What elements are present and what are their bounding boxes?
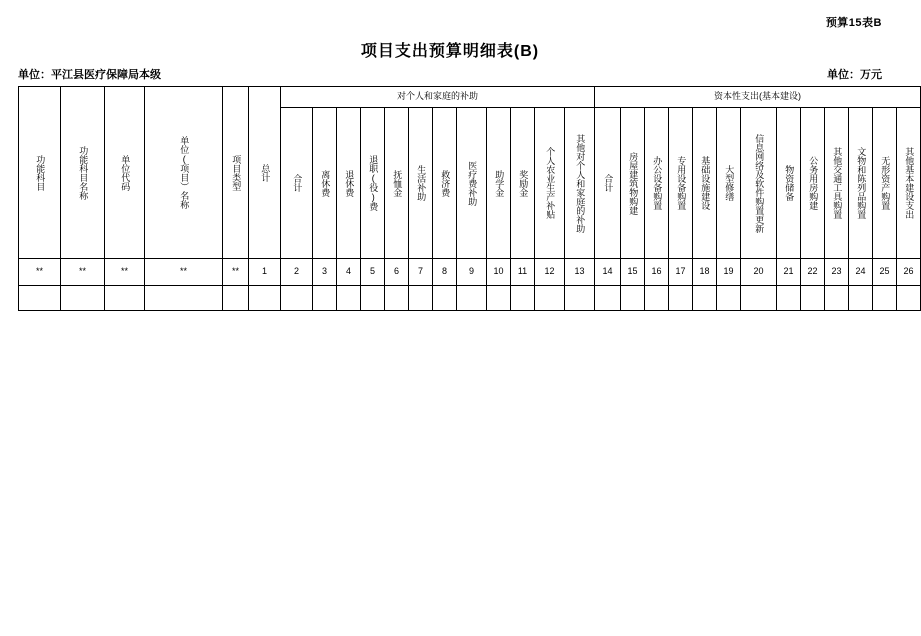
col-header-cap-gongwu-yongfang-goujian: 公务用房购建 (801, 108, 825, 259)
cell: ** (105, 259, 145, 286)
col-header-pf-yiliaofeibuzhu: 医疗费补助 (457, 108, 487, 259)
meta-row (18, 66, 882, 82)
col-header-pf-fuxujin: 抚恤金 (385, 108, 409, 259)
cell (717, 286, 741, 311)
group-header-personal-family: 对个人和家庭的补助 (281, 87, 595, 108)
cell (535, 286, 565, 311)
cell: 26 (897, 259, 921, 286)
cell (249, 286, 281, 311)
col-header-pf-tuixiufei: 退休费 (337, 108, 361, 259)
cell (777, 286, 801, 311)
cell (825, 286, 849, 311)
cell: 16 (645, 259, 669, 286)
cell (645, 286, 669, 311)
col-header-gongneng-keimu-mingcheng: 功能科目名称 (61, 87, 105, 259)
cell (741, 286, 777, 311)
col-header-cap-jichu-sheshi-jianshe: 基础设施建设 (693, 108, 717, 259)
col-header-danwei-daima: 单位代码 (105, 87, 145, 259)
cell: 7 (409, 259, 433, 286)
col-header-cap-fangwujianzhuwu-goujian: 房屋建筑物购建 (621, 108, 645, 259)
cell (337, 286, 361, 311)
cell (385, 286, 409, 311)
col-header-pf-geren-nongye-shengchan-butie: 个人农业生产补贴 (535, 108, 565, 259)
cell (145, 286, 223, 311)
table-row (19, 259, 921, 286)
cell: 2 (281, 259, 313, 286)
cell (511, 286, 535, 311)
cell (565, 286, 595, 311)
cell: 4 (337, 259, 361, 286)
cell (595, 286, 621, 311)
cell: ** (19, 259, 61, 286)
cell (693, 286, 717, 311)
cell: 22 (801, 259, 825, 286)
col-header-cap-wuxing-zichan-gouzhi: 无形资产购置 (873, 108, 897, 259)
unit-info (18, 66, 161, 82)
col-header-cap-xinxi-wangluo-ji-ruanjian-gouzhi-gengxin: 信息网络及软件购置更新 (741, 108, 777, 259)
col-header-cap-zhuanyong-shebei-gouzhi: 专用设备购置 (669, 108, 693, 259)
cell (19, 286, 61, 311)
page-title: 项目支出预算明细表(B) (360, 43, 540, 60)
col-header-pf-shenghuobuzhu: 生活补助 (409, 108, 433, 259)
col-header-danwei-xiangmu-mingcheng: 单位(项目）名称 (145, 87, 223, 259)
cell (433, 286, 457, 311)
cell (409, 286, 433, 311)
cell (849, 286, 873, 311)
cell (621, 286, 645, 311)
cell (281, 286, 313, 311)
cell: ** (61, 259, 105, 286)
cell (105, 286, 145, 311)
cell: 18 (693, 259, 717, 286)
group-header-row (19, 87, 921, 108)
cell: 23 (825, 259, 849, 286)
cell (487, 286, 511, 311)
cell (873, 286, 897, 311)
cell: 17 (669, 259, 693, 286)
col-header-cap-qita-jiaotong-gongju-gouzhi: 其他交通工具购置 (825, 108, 849, 259)
col-header-pf-qita-duigeren-hejiating-buzhu: 其他对个人和家庭的补助 (565, 108, 595, 259)
cell: 11 (511, 259, 535, 286)
col-header-cap-wenwu-he-chenlie-pin-gouzhi: 文物和陈列品购置 (849, 108, 873, 259)
col-header-pf-jiangLijin: 奖励金 (511, 108, 535, 259)
cell: ** (223, 259, 249, 286)
cell (669, 286, 693, 311)
amount-unit-info (827, 66, 882, 82)
cell: 9 (457, 259, 487, 286)
table-row (19, 286, 921, 311)
col-header-cap-wuzi-chubei: 物资储备 (777, 108, 801, 259)
cell: 24 (849, 259, 873, 286)
cell: 1 (249, 259, 281, 286)
cell: ** (145, 259, 223, 286)
col-header-gongneng-keimu: 功能科目 (19, 87, 61, 259)
cell: 21 (777, 259, 801, 286)
cell: 12 (535, 259, 565, 286)
col-header-cap-bangong-shebei-gouzhi: 办公设备购置 (645, 108, 669, 259)
cell (801, 286, 825, 311)
col-header-pf-lixiufei: 离休费 (313, 108, 337, 259)
cell (361, 286, 385, 311)
cell: 6 (385, 259, 409, 286)
col-header-cap-daxing-xiushan: 大型修缮 (717, 108, 741, 259)
cell (61, 286, 105, 311)
cell (457, 286, 487, 311)
col-header-cap-heji: 合计 (595, 108, 621, 259)
budget-table (18, 86, 921, 311)
unit-value: 平江县医疗保障局本级 (51, 69, 161, 81)
col-header-cap-qita-jiben-jianshe-zhichu: 其他基本建设支出 (897, 108, 921, 259)
amount-unit-label: 单位： (827, 69, 860, 81)
cell: 25 (873, 259, 897, 286)
col-header-pf-jiujifei: 救济费 (433, 108, 457, 259)
cell (313, 286, 337, 311)
document-code: 预算15表B (825, 17, 882, 29)
col-header-pf-zhuxuejin: 助学金 (487, 108, 511, 259)
cell: 14 (595, 259, 621, 286)
cell (223, 286, 249, 311)
unit-label: 单位： (18, 69, 51, 81)
cell: 5 (361, 259, 385, 286)
col-header-xiangmu-leixing: 项目类型 (223, 87, 249, 259)
col-header-pf-heji: 合计 (281, 108, 313, 259)
cell: 15 (621, 259, 645, 286)
cell: 13 (565, 259, 595, 286)
amount-unit-value: 万元 (860, 69, 882, 81)
col-header-pf-tuizhifei: 退职(役)费 (361, 108, 385, 259)
cell (897, 286, 921, 311)
cell: 19 (717, 259, 741, 286)
col-header-zongji: 总计 (249, 87, 281, 259)
group-header-capital: 资本性支出(基本建设) (595, 87, 921, 108)
cell: 20 (741, 259, 777, 286)
cell: 10 (487, 259, 511, 286)
cell: 3 (313, 259, 337, 286)
cell: 8 (433, 259, 457, 286)
